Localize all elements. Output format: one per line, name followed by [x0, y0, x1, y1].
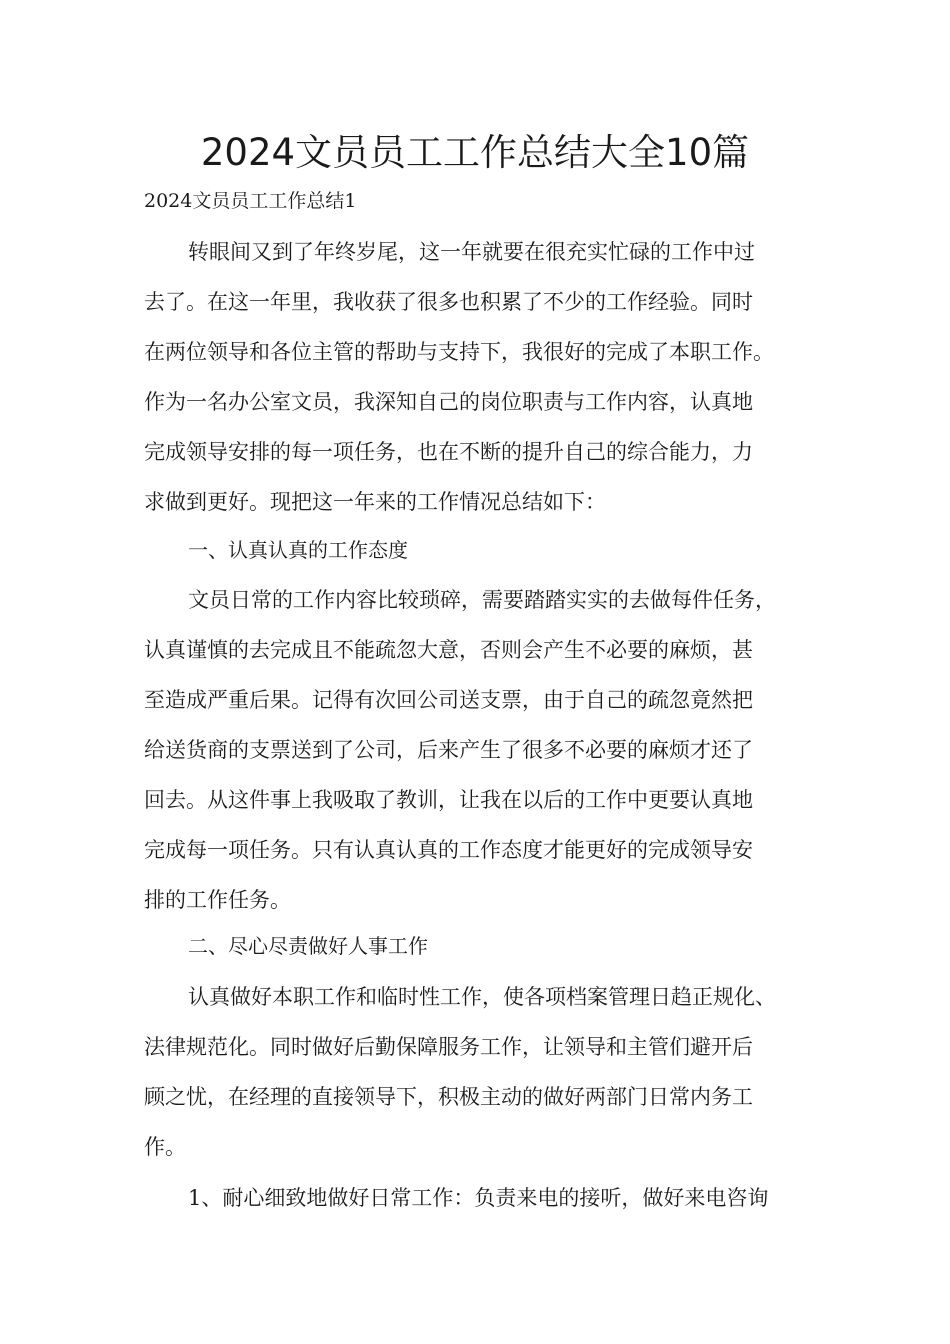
paragraph-line: 文员日常的工作内容比较琐碎，需要踏踏实实的去做每件任务， — [188, 588, 776, 612]
paragraph-line: 1、耐心细致地做好日常工作：负责来电的接听，做好来电咨询 — [188, 1186, 769, 1210]
paragraph-attitude — [144, 575, 812, 925]
paragraph-line: 去了。在这一年里，我收获了很多也积累了不少的工作经验。同时 — [144, 290, 753, 314]
paragraph-personnel — [144, 972, 812, 1172]
paragraph-line: 转眼间又到了年终岁尾，这一年就要在很充实忙碌的工作中过 — [188, 240, 755, 264]
paragraph-line: 在两位领导和各位主管的帮助与支持下，我很好的完成了本职工作。 — [144, 340, 774, 364]
section-heading-1: 一、认真认真的工作态度 — [188, 538, 408, 562]
paragraph-daily-work — [144, 1173, 812, 1223]
paragraph-line: 完成每一项任务。只有认真认真的工作态度才能更好的完成领导安 — [144, 838, 753, 862]
paragraph-line: 回去。从这件事上我吸取了教训，让我在以后的工作中更要认真地 — [144, 788, 753, 812]
paragraph-line: 顾之忧，在经理的直接领导下，积极主动的做好两部门日常内务工 — [144, 1085, 753, 1109]
document-title: 2024文员员工工作总结大全10篇 — [200, 131, 750, 174]
paragraph-line: 认真谨慎的去完成且不能疏忽大意，否则会产生不必要的麻烦，甚 — [144, 638, 753, 662]
paragraph-line: 排的工作任务。 — [144, 888, 291, 912]
paragraph-line: 认真做好本职工作和临时性工作，使各项档案管理日趋正规化、 — [188, 985, 776, 1009]
document-subtitle: 2024文员员工工作总结1 — [144, 190, 357, 212]
paragraph-line: 法律规范化。同时做好后勤保障服务工作，让领导和主管们避开后 — [144, 1035, 753, 1059]
paragraph-intro — [144, 227, 812, 527]
paragraph-line: 求做到更好。现把这一年来的工作情况总结如下： — [144, 490, 606, 514]
section-heading-2: 二、尽心尽责做好人事工作 — [188, 934, 428, 958]
paragraph-line: 至造成严重后果。记得有次回公司送支票，由于自己的疏忽竟然把 — [144, 688, 753, 712]
paragraph-line: 作为一名办公室文员，我深知自己的岗位职责与工作内容，认真地 — [144, 390, 753, 414]
paragraph-line: 完成领导安排的每一项任务，也在不断的提升自己的综合能力，力 — [144, 440, 753, 464]
paragraph-line: 作。 — [144, 1135, 186, 1159]
paragraph-line: 给送货商的支票送到了公司，后来产生了很多不必要的麻烦才还了 — [144, 738, 753, 762]
